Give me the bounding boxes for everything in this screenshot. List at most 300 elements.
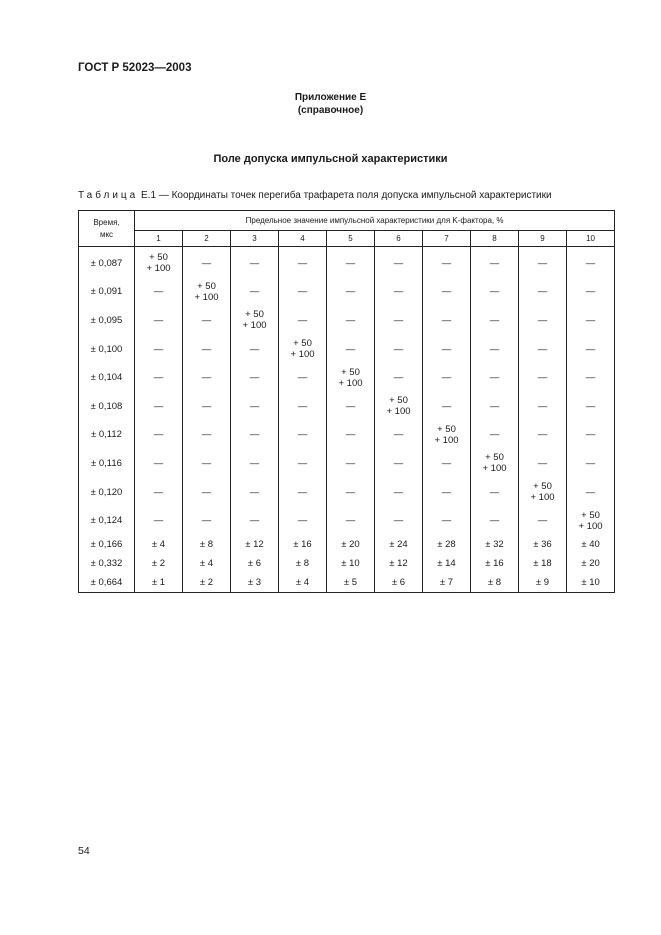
dash: — [537, 343, 548, 355]
empty-dash-cell [327, 421, 375, 450]
limit-value-cell: ± 12 [375, 554, 423, 573]
empty-dash-cell [519, 421, 567, 450]
empty-dash-cell [231, 478, 279, 507]
dash: — [249, 400, 260, 412]
limit-value-cell [231, 306, 279, 335]
empty-dash-cell [567, 363, 615, 392]
empty-dash-cell [135, 478, 183, 507]
empty-dash-cell [567, 421, 615, 450]
empty-dash-cell [327, 506, 375, 535]
dash: — [153, 457, 164, 469]
dash: — [393, 372, 404, 384]
table-body [79, 247, 615, 593]
empty-dash-cell [567, 335, 615, 364]
k-factor-column-header: 2 [183, 231, 231, 247]
dash: — [489, 372, 500, 384]
dash: — [537, 286, 548, 298]
limit-value-cell: ± 40 [567, 535, 615, 554]
k-factor-column-header: 10 [567, 231, 615, 247]
dash: — [393, 429, 404, 441]
empty-dash-cell [423, 247, 471, 278]
dash: — [537, 429, 548, 441]
dash: — [297, 515, 308, 527]
limit-value-cell: ± 2 [183, 573, 231, 593]
empty-dash-cell [327, 478, 375, 507]
limit-value-cell [327, 363, 375, 392]
empty-dash-cell [567, 392, 615, 421]
limit-value-cell [567, 506, 615, 535]
table-row [79, 535, 615, 554]
dash: — [297, 314, 308, 326]
time-cell: ± 0,116 [79, 449, 135, 478]
limit-value-cell: ± 20 [327, 535, 375, 554]
dash: — [345, 429, 356, 441]
limit-value-cell: ± 9 [519, 573, 567, 593]
dash: — [393, 515, 404, 527]
dash: — [585, 429, 596, 441]
dash: — [393, 286, 404, 298]
empty-dash-cell [567, 306, 615, 335]
empty-dash-cell [135, 278, 183, 307]
empty-dash-cell [135, 363, 183, 392]
dash: — [201, 457, 212, 469]
limit-value-cell: ± 16 [279, 535, 327, 554]
empty-dash-cell [423, 335, 471, 364]
limit-value-cell: ± 32 [471, 535, 519, 554]
empty-dash-cell [375, 363, 423, 392]
empty-dash-cell [183, 506, 231, 535]
dash: — [345, 286, 356, 298]
table-row [79, 449, 615, 478]
dash: — [489, 314, 500, 326]
dash: — [441, 400, 452, 412]
table-row [79, 573, 615, 593]
dash: — [393, 343, 404, 355]
dash: — [393, 257, 404, 269]
dash: — [537, 400, 548, 412]
empty-dash-cell [519, 449, 567, 478]
dash: — [537, 314, 548, 326]
dash: — [249, 257, 260, 269]
dash: — [201, 343, 212, 355]
table-caption-label: Таблица [78, 190, 139, 201]
empty-dash-cell [471, 278, 519, 307]
limit-value: + 100 [434, 434, 459, 446]
dash: — [585, 372, 596, 384]
dash: — [441, 314, 452, 326]
limit-value: + 100 [146, 263, 171, 275]
dash: — [393, 486, 404, 498]
limit-value-cell: ± 24 [375, 535, 423, 554]
limit-value: + 50 [293, 338, 312, 350]
dash: — [441, 257, 452, 269]
empty-dash-cell [231, 335, 279, 364]
dual-limit [434, 424, 458, 446]
limit-value-cell: ± 18 [519, 554, 567, 573]
empty-dash-cell [423, 506, 471, 535]
empty-dash-cell [183, 478, 231, 507]
dash: — [249, 343, 260, 355]
table-caption [78, 190, 552, 201]
dash: — [537, 372, 548, 384]
limit-value-cell: ± 7 [423, 573, 471, 593]
empty-dash-cell [519, 392, 567, 421]
limit-value: + 50 [437, 423, 456, 435]
dash: — [297, 457, 308, 469]
empty-dash-cell [327, 278, 375, 307]
empty-dash-cell [423, 449, 471, 478]
page-number: 54 [78, 845, 90, 857]
empty-dash-cell [231, 247, 279, 278]
dash: — [297, 257, 308, 269]
limit-value-cell [423, 421, 471, 450]
limit-value: + 100 [242, 320, 267, 332]
dash: — [489, 286, 500, 298]
empty-dash-cell [231, 449, 279, 478]
empty-dash-cell [279, 392, 327, 421]
time-cell: ± 0,332 [79, 554, 135, 573]
limit-value-cell [279, 335, 327, 364]
k-factor-column-header: 7 [423, 231, 471, 247]
dual-limit [482, 452, 506, 474]
section-title: Поле допуска импульсной характеристики [213, 153, 448, 165]
empty-dash-cell [567, 478, 615, 507]
empty-dash-cell [327, 392, 375, 421]
empty-dash-cell [327, 335, 375, 364]
time-cell: ± 0,104 [79, 363, 135, 392]
dash: — [249, 486, 260, 498]
empty-dash-cell [279, 278, 327, 307]
dash: — [489, 515, 500, 527]
limit-value: + 50 [149, 252, 168, 264]
limit-value-cell: ± 4 [183, 554, 231, 573]
k-factor-column-header: 8 [471, 231, 519, 247]
limit-value-cell [135, 247, 183, 278]
table-row [79, 306, 615, 335]
k-factor-column-header: 3 [231, 231, 279, 247]
time-header-label: Время, [93, 217, 120, 227]
dash: — [153, 515, 164, 527]
limit-value-cell: ± 14 [423, 554, 471, 573]
time-cell: ± 0,087 [79, 247, 135, 278]
empty-dash-cell [183, 335, 231, 364]
dash: — [297, 286, 308, 298]
dash: — [441, 486, 452, 498]
table-row [79, 478, 615, 507]
dash: — [441, 372, 452, 384]
time-cell: ± 0,100 [79, 335, 135, 364]
dash: — [297, 429, 308, 441]
empty-dash-cell [231, 392, 279, 421]
empty-dash-cell [375, 306, 423, 335]
dash: — [345, 400, 356, 412]
table-row [79, 278, 615, 307]
time-cell: ± 0,166 [79, 535, 135, 554]
empty-dash-cell [471, 247, 519, 278]
dash: — [441, 286, 452, 298]
dash: — [201, 400, 212, 412]
table-row [79, 554, 615, 573]
limit-value-cell: ± 3 [231, 573, 279, 593]
time-cell: ± 0,124 [79, 506, 135, 535]
limit-value: + 50 [533, 481, 552, 493]
dash: — [489, 429, 500, 441]
empty-dash-cell [471, 421, 519, 450]
time-cell: ± 0,108 [79, 392, 135, 421]
empty-dash-cell [279, 306, 327, 335]
dash: — [153, 286, 164, 298]
dual-limit [579, 510, 603, 532]
empty-dash-cell [231, 278, 279, 307]
dash: — [393, 457, 404, 469]
dash: — [249, 457, 260, 469]
k-factor-column-header: 5 [327, 231, 375, 247]
appendix-note: (справочное) [297, 105, 364, 116]
time-column-header [79, 211, 135, 247]
limit-value: + 100 [530, 492, 555, 504]
limit-value-cell: ± 8 [279, 554, 327, 573]
dash: — [345, 257, 356, 269]
empty-dash-cell [375, 506, 423, 535]
dash: — [297, 486, 308, 498]
empty-dash-cell [183, 392, 231, 421]
dual-limit [146, 252, 170, 274]
empty-dash-cell [519, 306, 567, 335]
dash: — [345, 314, 356, 326]
limit-value-cell: ± 20 [567, 554, 615, 573]
dual-limit [386, 395, 410, 417]
limit-value-cell: ± 4 [135, 535, 183, 554]
empty-dash-cell [375, 421, 423, 450]
empty-dash-cell [567, 278, 615, 307]
k-factor-column-header: 9 [519, 231, 567, 247]
limit-value-cell: ± 6 [375, 573, 423, 593]
dash: — [201, 372, 212, 384]
limit-value: + 100 [578, 520, 603, 532]
dash: — [249, 515, 260, 527]
empty-dash-cell [279, 506, 327, 535]
empty-dash-cell [471, 392, 519, 421]
empty-dash-cell [375, 247, 423, 278]
dash: — [585, 457, 596, 469]
empty-dash-cell [375, 449, 423, 478]
empty-dash-cell [567, 247, 615, 278]
dash: — [441, 343, 452, 355]
table-row [79, 335, 615, 364]
empty-dash-cell [375, 335, 423, 364]
dash: — [393, 314, 404, 326]
empty-dash-cell [279, 449, 327, 478]
k-factor-column-header: 6 [375, 231, 423, 247]
dash: — [153, 372, 164, 384]
empty-dash-cell [423, 306, 471, 335]
empty-dash-cell [279, 421, 327, 450]
limit-value-cell [375, 392, 423, 421]
dash: — [345, 515, 356, 527]
limit-value-cell: ± 1 [135, 573, 183, 593]
table-row [79, 421, 615, 450]
empty-dash-cell [183, 306, 231, 335]
empty-dash-cell [423, 478, 471, 507]
limit-value-cell: ± 2 [135, 554, 183, 573]
time-cell: ± 0,112 [79, 421, 135, 450]
time-cell: ± 0,664 [79, 573, 135, 593]
limit-value: + 100 [338, 377, 363, 389]
dash: — [201, 429, 212, 441]
empty-dash-cell [327, 306, 375, 335]
empty-dash-cell [183, 247, 231, 278]
empty-dash-cell [279, 363, 327, 392]
dual-limit [194, 281, 218, 303]
limit-value: + 50 [581, 509, 600, 521]
empty-dash-cell [231, 363, 279, 392]
dash: — [585, 486, 596, 498]
limit-value-cell: ± 36 [519, 535, 567, 554]
dash: — [201, 257, 212, 269]
limit-value: + 50 [245, 309, 264, 321]
limit-value-cell: ± 16 [471, 554, 519, 573]
dash: — [585, 257, 596, 269]
dash: — [441, 515, 452, 527]
empty-dash-cell [423, 363, 471, 392]
empty-dash-cell [423, 278, 471, 307]
dash: — [537, 515, 548, 527]
empty-dash-cell [471, 335, 519, 364]
time-cell: ± 0,091 [79, 278, 135, 307]
empty-dash-cell [135, 506, 183, 535]
dash: — [153, 429, 164, 441]
dash: — [297, 372, 308, 384]
empty-dash-cell [471, 306, 519, 335]
dash: — [153, 486, 164, 498]
empty-dash-cell [519, 363, 567, 392]
empty-dash-cell [471, 478, 519, 507]
empty-dash-cell [135, 392, 183, 421]
limit-value-cell: ± 5 [327, 573, 375, 593]
limit-value-cell: ± 4 [279, 573, 327, 593]
table-row [79, 392, 615, 421]
dash: — [489, 343, 500, 355]
limit-value-cell: ± 8 [471, 573, 519, 593]
limit-value: + 100 [386, 406, 411, 418]
empty-dash-cell [183, 449, 231, 478]
k-factor-header-row [79, 231, 615, 247]
empty-dash-cell [135, 306, 183, 335]
empty-dash-cell [327, 449, 375, 478]
limit-value: + 50 [485, 452, 504, 464]
limit-value: + 50 [197, 280, 216, 292]
empty-dash-cell [471, 363, 519, 392]
empty-dash-cell [471, 506, 519, 535]
dash: — [297, 400, 308, 412]
dash: — [345, 486, 356, 498]
limit-value-cell: ± 8 [183, 535, 231, 554]
dash: — [249, 286, 260, 298]
dash: — [201, 314, 212, 326]
empty-dash-cell [327, 247, 375, 278]
appendix-title: Приложение Е [294, 92, 367, 103]
k-factor-column-header: 1 [135, 231, 183, 247]
dual-limit [290, 338, 314, 360]
dash: — [153, 400, 164, 412]
appendix-heading [0, 91, 661, 117]
dual-limit [530, 481, 554, 503]
empty-dash-cell [519, 335, 567, 364]
table-row [79, 363, 615, 392]
limit-value-cell [183, 278, 231, 307]
dash: — [489, 257, 500, 269]
dash: — [249, 372, 260, 384]
dual-limit [242, 309, 266, 331]
limit-value: + 100 [290, 349, 315, 361]
dash: — [441, 457, 452, 469]
k-factor-group-header: Предельное значение импульсной характеристики для K-фактора, % [135, 211, 615, 231]
empty-dash-cell [183, 363, 231, 392]
dash: — [345, 343, 356, 355]
k-factor-column-header: 4 [279, 231, 327, 247]
limit-value-cell: ± 28 [423, 535, 471, 554]
table-row [79, 506, 615, 535]
table-row [79, 247, 615, 278]
dash: — [489, 400, 500, 412]
limit-value: + 100 [482, 463, 507, 475]
limit-value: + 50 [389, 395, 408, 407]
table-caption-text: Е.1 — Координаты точек перегиба трафарета поля допуска импульсной характеристики [141, 190, 552, 201]
empty-dash-cell [279, 247, 327, 278]
empty-dash-cell [279, 478, 327, 507]
dash: — [585, 343, 596, 355]
empty-dash-cell [567, 449, 615, 478]
time-cell: ± 0,120 [79, 478, 135, 507]
dash: — [585, 286, 596, 298]
table-header [79, 211, 615, 247]
empty-dash-cell [135, 335, 183, 364]
dual-limit [338, 367, 362, 389]
dash: — [249, 429, 260, 441]
empty-dash-cell [231, 506, 279, 535]
tolerance-table [78, 210, 615, 593]
empty-dash-cell [375, 478, 423, 507]
empty-dash-cell [375, 278, 423, 307]
empty-dash-cell [519, 506, 567, 535]
dash: — [201, 515, 212, 527]
empty-dash-cell [231, 421, 279, 450]
dash: — [585, 314, 596, 326]
dash: — [201, 486, 212, 498]
dash: — [537, 457, 548, 469]
dash: — [153, 314, 164, 326]
limit-value-cell [471, 449, 519, 478]
limit-value-cell: ± 10 [567, 573, 615, 593]
limit-value-cell: ± 12 [231, 535, 279, 554]
time-cell: ± 0,095 [79, 306, 135, 335]
limit-value-cell: ± 6 [231, 554, 279, 573]
empty-dash-cell [183, 421, 231, 450]
dash: — [537, 257, 548, 269]
empty-dash-cell [423, 392, 471, 421]
dash: — [489, 486, 500, 498]
dash: — [153, 343, 164, 355]
limit-value: + 100 [194, 291, 219, 303]
empty-dash-cell [519, 247, 567, 278]
dash: — [585, 400, 596, 412]
empty-dash-cell [135, 449, 183, 478]
limit-value: + 50 [341, 366, 360, 378]
time-header-unit: мкс [99, 229, 114, 239]
empty-dash-cell [519, 278, 567, 307]
standard-header: ГОСТ Р 52023—2003 [78, 62, 192, 74]
empty-dash-cell [135, 421, 183, 450]
